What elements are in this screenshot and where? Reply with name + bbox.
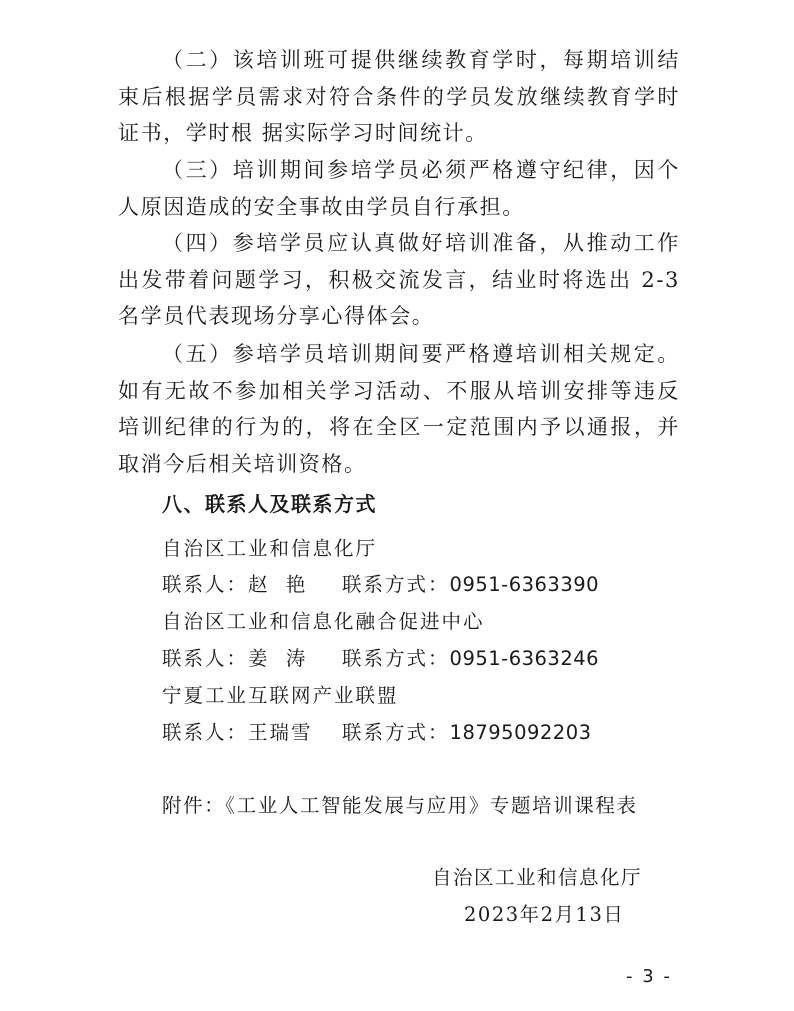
contact-line-3	[162, 717, 592, 745]
contact-method-label: 联系方式：	[342, 573, 450, 596]
contact-line-1	[162, 569, 599, 597]
section-heading-contacts: 八、联系人及联系方式	[162, 492, 377, 516]
contact-method-label: 联系方式：	[342, 721, 450, 744]
contact-person-label: 联系人：	[162, 573, 249, 596]
paragraph-continuing-education: （二）该培训班可提供继续教育学时，每期培训结束后根据学员需求对符合条件的学员发放继续教育学时证书，学时根 据实际学习时间统计。	[118, 48, 680, 145]
contact-person-label: 联系人：	[162, 647, 249, 670]
signature-date: 2023年2月13日	[464, 903, 625, 926]
contact-person-name: 王瑞雪	[248, 721, 313, 744]
contact-person-label: 联系人：	[162, 721, 249, 744]
contact-method-label: 联系方式：	[342, 647, 450, 670]
contact-person-name: 姜 涛	[248, 647, 308, 670]
paragraph-preparation: （四）参培学员应认真做好培训准备，从推动工作出发带着问题学习，积极交流发言，结业时将选出 2-3 名学员代表现场分享心得体会。	[118, 231, 680, 328]
paragraph-regulations: （五）参培学员培训期间要严格遵培训相关规定。如有无故不参加相关学习活动、不服从培训安排等违反培训纪律的行为的，将在全区一定范围内予以通报，并取消今后相关培训资格。	[118, 342, 680, 476]
page-number: - 3 -	[626, 966, 672, 987]
contact-person-name: 赵 艳	[248, 573, 308, 596]
contact-line-2	[162, 643, 599, 671]
contact-phone: 0951-6363246	[449, 647, 600, 670]
contact-phone: 18795092203	[449, 721, 592, 744]
contact-org-1: 自治区工业和信息化厅	[162, 537, 378, 560]
signature-org: 自治区工业和信息化厅	[432, 866, 643, 889]
contact-phone: 0951-6363390	[449, 573, 600, 596]
contact-org-3: 宁夏工业互联网产业联盟	[162, 684, 399, 707]
contact-org-2: 自治区工业和信息化融合促进中心	[162, 610, 485, 633]
attachment-line: 附件：《工业人工智能发展与应用》专题培训课程表	[162, 794, 638, 817]
paragraph-discipline: （三）培训期间参培学员必须严格遵守纪律，因个人原因造成的安全事故由学员自行承担。	[118, 158, 680, 219]
